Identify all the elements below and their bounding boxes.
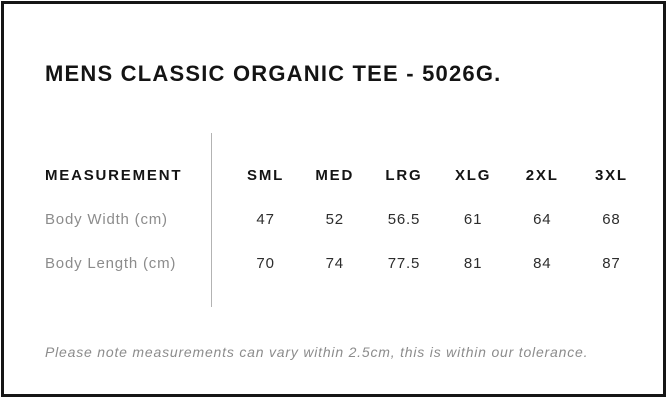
size-value: 61 [463, 210, 483, 228]
body-length-row [231, 241, 646, 285]
size-value: 56.5 [387, 210, 421, 228]
size-value: 84 [533, 254, 552, 272]
size-column-header-lrg: LRG [385, 166, 423, 184]
row-label-body-length: Body Length (cm) [45, 254, 177, 272]
size-value: 70 [256, 254, 275, 272]
size-value: 47 [256, 210, 275, 228]
measurement-label-column [0, 133, 212, 307]
measurement-column-header: MEASUREMENT [45, 166, 183, 184]
size-value: 64 [533, 210, 552, 228]
size-values-area [212, 133, 670, 307]
body-width-row [231, 197, 646, 241]
size-column-header-3xl: 3XL [594, 166, 628, 184]
size-value: 52 [325, 210, 344, 228]
product-title: MENS CLASSIC ORGANIC TEE - 5026G. [45, 60, 502, 86]
size-column-header-med: MED [315, 166, 355, 184]
size-value: 68 [602, 210, 621, 228]
size-value: 87 [602, 254, 621, 272]
row-label-body-width: Body Width (cm) [45, 210, 168, 228]
size-header-row [231, 153, 646, 197]
size-value: 74 [325, 254, 344, 272]
size-value: 77.5 [387, 254, 421, 272]
tolerance-note: Please note measurements can vary within 2.5cm, this is within our tolerance. [45, 344, 589, 360]
size-table [0, 133, 670, 307]
size-column-header-xlg: XLG [454, 166, 492, 184]
size-column-header-2xl: 2XL [525, 166, 559, 184]
size-column-header-sml: SML [247, 166, 285, 184]
size-value: 81 [463, 254, 483, 272]
